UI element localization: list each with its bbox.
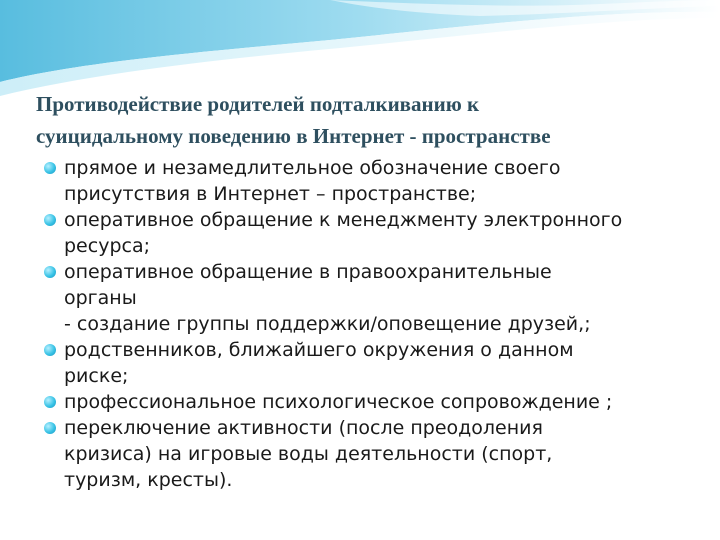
bullet-item-2-line-1: оперативное обращение к менеджменту электронного (64, 209, 623, 231)
bullet-item-5-line-2: риске; (64, 365, 129, 387)
bullet-item-2-line-2: ресурса; (64, 235, 150, 257)
bullet-item-7 (44, 415, 704, 493)
bullet-item-3-line-1: оперативное обращение в правоохранительные (64, 261, 552, 283)
bullet-dot-icon (44, 214, 56, 226)
bullet-item-3-line-2: органы (64, 287, 137, 309)
bullet-item-7-line-3: туризм, кресты). (64, 469, 233, 491)
bullet-dot-icon (44, 396, 56, 408)
bullet-list (44, 155, 704, 493)
bullet-item-7-line-1: переключение активности (после преодоления (64, 417, 543, 439)
bullet-item-2 (44, 207, 704, 259)
bullet-item-1-line-1: прямое и незамедлительное обозначение своего (64, 157, 561, 179)
bullet-item-6 (44, 389, 704, 415)
slide-title-line-2: суицидальному поведению в Интернет - пространстве (36, 124, 551, 148)
slide-title (36, 88, 696, 152)
bullet-item-4 (44, 311, 704, 337)
bullet-item-5-line-1: родственников, ближайшего окружения о данном (64, 339, 574, 361)
bullet-item-3 (44, 259, 704, 311)
bullet-item-1 (44, 155, 704, 207)
bullet-item-4-line-1: - создание группы поддержки/оповещение друзей,; (64, 313, 591, 335)
bullet-dot-icon (44, 266, 56, 278)
bullet-dot-icon (44, 344, 56, 356)
bullet-item-6-line-1: профессиональное психологическое сопровождение ; (64, 391, 613, 413)
bullet-dot-icon (44, 162, 56, 174)
slide-title-line-1: Противодействие родителей подталкиванию к (36, 92, 480, 116)
bullet-item-5 (44, 337, 704, 389)
bullet-item-1-line-2: присутствия в Интернет – пространстве; (64, 183, 477, 205)
bullet-item-7-line-2: кризиса) на игровые воды деятельности (спорт, (64, 443, 553, 465)
bullet-dot-icon (44, 422, 56, 434)
